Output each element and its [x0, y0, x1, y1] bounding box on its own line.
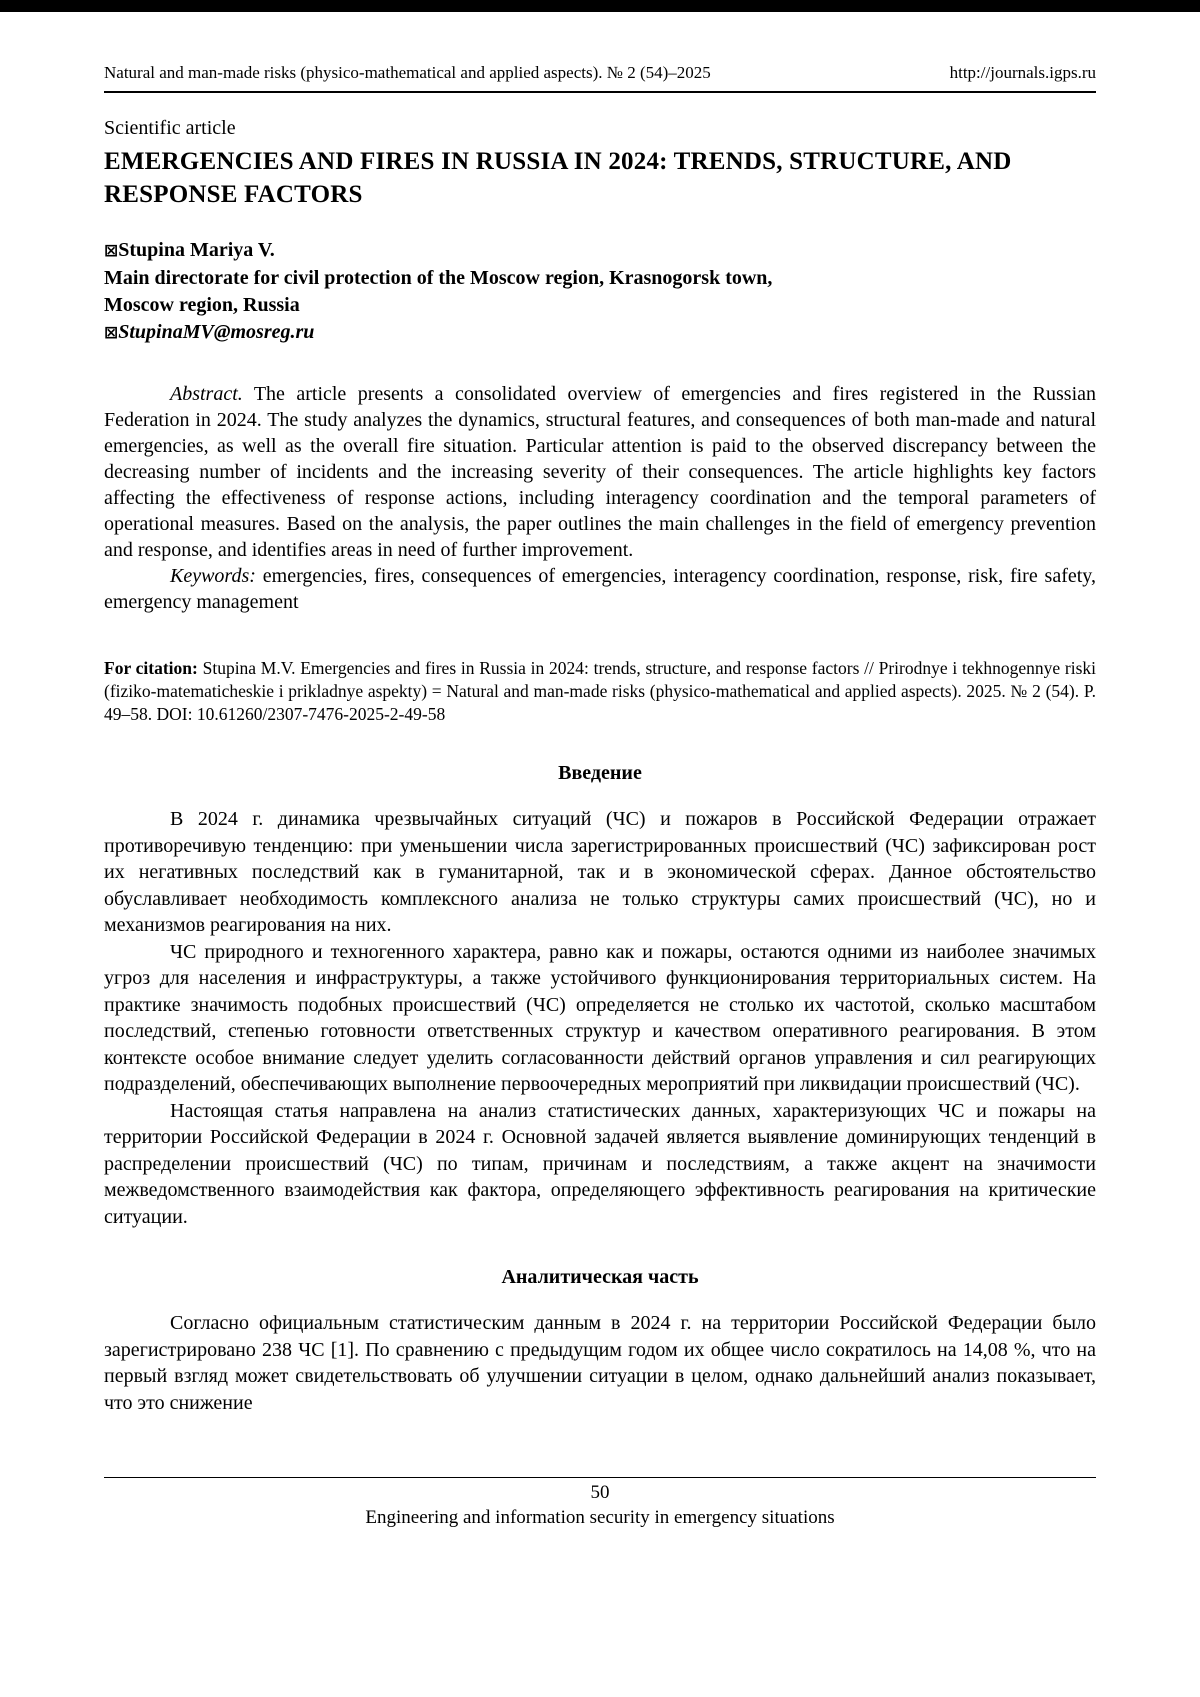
journal-url: http://journals.igps.ru: [949, 63, 1096, 82]
author-block: [104, 237, 1096, 347]
author-email: StupinaMV@mosreg.ru: [118, 321, 315, 343]
running-head: [104, 62, 1096, 83]
envelope-icon: ⊠: [104, 323, 119, 343]
journal-title: Natural and man-made risks (physico-mathematical and applied aspects). № 2 (54)–2025: [104, 63, 711, 82]
section-heading-analytical: Аналитическая часть: [501, 1266, 699, 1288]
header-rule: [104, 91, 1096, 93]
citation-paragraph: [104, 657, 1096, 726]
author-email-line: [104, 319, 1096, 347]
page-content: [0, 12, 1200, 1416]
paragraph: ЧС природного и техногенного характера, равно как и пожары, остаются одними из наиболее значимых угроз для населения и инфраструктуры, а также устойчивого функционирования территориальных систем. На практике значимость подобных происшествий (ЧС) определяется не столько их частотой, сколько масштабом последствий, степенью готовности ответственных структур и качеством оперативного реагирования. В этом контексте особое внимание следует уделить согласованности действий органов управления и сил реагирующих подразделений, обеспечивающих выполнение первоочередных мероприятий при ликвидации происшествий (ЧС).: [104, 940, 1096, 1095]
keywords-label: Keywords:: [170, 565, 256, 587]
abstract-paragraph: [104, 381, 1096, 563]
page-number: 50: [590, 1482, 610, 1503]
section-heading-introduction: Введение: [558, 762, 642, 784]
paragraph: В 2024 г. динамика чрезвычайных ситуаций (ЧС) и пожаров в Российской Федерации отражает противоречивую тенденцию: при уменьшении числа зарегистрированных происшествий (ЧС) зафиксирован рост их негативных последствий как в гуманитарной, так и в экономической сферах. Данное обстоятельство обуславливает необходимость комплексного анализа не только структуры самих происшествий (ЧС), но и механизмов реагирования на них.: [104, 808, 1096, 936]
citation-label: For citation:: [104, 658, 198, 678]
footer-caption: Engineering and information security in emergency situations: [365, 1507, 835, 1528]
abstract-text: The article presents a consolidated overview of emergencies and fires registered in the Russian Federation in 2024. The study analyzes the dynamics, structural features, and consequences of both man-made and natural emergencies, as well as the overall fire situation. Particular attention is paid to the observed discrepancy between the decreasing number of incidents and the increasing severity of their consequences. The article highlights key factors affecting the effectiveness of response actions, including interagency coordination and the temporal parameters of operational measures. Based on the analysis, the paper outlines the main challenges in the field of emergency prevention and response, and identifies areas in need of further improvement.: [104, 383, 1096, 561]
paragraph: Настоящая статья направлена на анализ статистических данных, характеризующих ЧС и пожары на территории Российской Федерации в 2024 г. Основной задачей является выявление доминирующих тенденций в распределении происшествий (ЧС) по типам, причинам и последствиям, а также акцент на значимости межведомственного взаимодействия как фактора, определяющего эффективность реагирования на критические ситуации.: [104, 1099, 1096, 1228]
envelope-icon: ⊠: [104, 241, 119, 261]
top-edge-bar: [0, 0, 1200, 12]
page-footer: [104, 1477, 1096, 1530]
footer-rule: [104, 1477, 1096, 1478]
author-name: Stupina Mariya V.: [118, 239, 275, 261]
keywords-text: emergencies, fires, consequences of emergencies, interagency coordination, response, risk, fire safety, emergency management: [104, 565, 1096, 613]
affiliation-line-2: Moscow region, Russia: [104, 294, 300, 316]
paragraph: Согласно официальным статистическим данным в 2024 г. на территории Российской Федерации было зарегистрировано 238 ЧС [1]. По сравнению с предыдущим годом их общее число сократилось на 14,08 %, что на первый взгляд может свидетельствовать об улучшении ситуации в целом, однако дальнейший анализ показывает, что это снижение: [104, 1312, 1096, 1414]
citation-text: Stupina M.V. Emergencies and fires in Russia in 2024: trends, structure, and response factors // Prirodnye i tekhnogennye riski (fiziko-matematicheskie i prikladnye aspekty) = Natural and man-made risks (physico-mathematical and applied aspects). 2025. № 2 (54). P. 49–58. DOI: 10.61260/2307-7476-2025-2-49-58: [104, 658, 1097, 724]
author-name-line: [104, 237, 1096, 265]
keywords-paragraph: [104, 563, 1096, 615]
affiliation-line-1: Main directorate for civil protection of the Moscow region, Krasnogorsk town,: [104, 267, 773, 289]
article-title: EMERGENCIES AND FIRES IN RUSSIA IN 2024: TRENDS, STRUCTURE, AND RESPONSE FACTORS: [104, 148, 1012, 208]
article-type-label: Scientific article: [104, 117, 236, 139]
abstract-label: Abstract.: [170, 383, 243, 405]
